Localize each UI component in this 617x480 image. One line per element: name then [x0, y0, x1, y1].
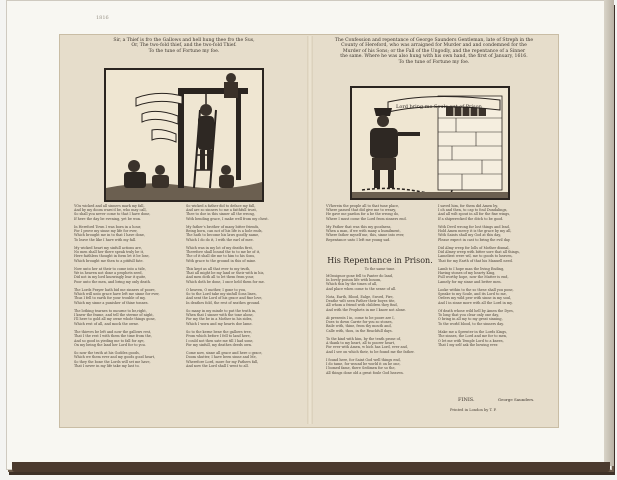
left-verse-1-line: Which brought me in to that I have done,	[74, 233, 145, 238]
left-verse-2-line: So many in my minde to put the truth in,	[186, 309, 257, 314]
right-verse-1-line: Where passed that did give me to weary,	[326, 208, 396, 213]
left-verse-1-line: I'll here to gold all my owne whole things gone,	[74, 317, 156, 322]
left-verse-2-line: Doom shutter, I have been sinne and Me,	[186, 355, 257, 360]
left-verse-1-line: Did not in my lord knowingly lear it quite,	[74, 275, 147, 280]
right-verse-2-line: I oh and then, to cap to foul Dundalings,	[438, 208, 508, 213]
right-verse-1b-line: And place when come to the sense of all.	[326, 286, 397, 291]
left-verse-2-line: Come now, sinne all grace and here o grace,	[186, 351, 263, 356]
right-verse-1b-line: All whom a friend with children they find,	[326, 303, 398, 308]
right-verse-1b-line: In lovely poison life with bosom,	[326, 278, 382, 283]
finis-mark: FINIS.	[458, 397, 475, 403]
left-verse-1-line: So shall you never come to that I have done,	[74, 212, 151, 217]
right-verse-column-1b	[326, 274, 434, 375]
left-tune-line: To the tune of Fortune my foe.	[148, 48, 220, 54]
right-verse-1b-line: All things done old a great foule God heaven.	[326, 370, 404, 375]
right-verse-2-line: Looke within to the so these shall you pone,	[438, 288, 514, 293]
right-title-line-3: Murder of his Sons; or the Fall of the Ungodly, and the repentance of a Sinner	[342, 48, 526, 54]
left-verse-1-line: The lothing tearnes to mourne to be,right,	[74, 309, 147, 314]
right-verse-2-line: Having stones of my hearty King,	[438, 271, 496, 276]
left-verse-1-line: Which brought me then to a pitifull fate.	[74, 258, 144, 263]
left-verse-2-line: So to the kerne bene the gallows tree,	[186, 330, 252, 335]
left-verse-1-line: To leave the like I have with my fall.	[74, 237, 137, 242]
left-verse-2-line: And are so sinners to me a faithfull trust,	[186, 208, 257, 213]
left-verse-2-line: For my sinfull, my deathes deeds own.	[186, 342, 253, 347]
left-verse-1-line: On my being the land her Lord for to you.	[74, 342, 146, 347]
right-verse-2-line: Of death whose wild hell by Amen the Dyes,	[438, 309, 514, 314]
left-verse-1-line: I knew the frame, and tell the sterme of night,	[74, 313, 154, 318]
left-verse-1-line: YOu wicked and all sinners mark my fall,	[74, 204, 145, 208]
right-verse-1-line: When a man, if we with many a humilment,	[326, 229, 401, 234]
right-verse-1-line: Where father myself me, this, sinne into ever,	[326, 233, 405, 238]
prison-woodcut-image	[352, 88, 508, 198]
right-verse-1b-line: For ever with Amen, w hich has Lord, ever and,	[326, 345, 408, 350]
left-verse-1-line: No men shall her there speak truly be it,	[74, 250, 145, 255]
left-verse-2-line: And men doth all to let them from your,	[186, 275, 255, 280]
right-verse-2-line: To long that you clear only one day,	[438, 313, 499, 318]
left-verse-2-line: So to the Lord take my sinfull Sons lines,	[186, 292, 257, 297]
left-verse-1-line: My wicked heart my sinfull actions are,	[74, 246, 142, 251]
woodcut-banner-text: Lord bring me Souls out of Prison	[396, 104, 482, 110]
left-verse-1-line: So they the bone the Lords will set me have,	[74, 359, 151, 364]
left-verse-2-line: The of it shall die me to him to his Sons,	[186, 254, 256, 259]
left-verse-2-line: From which before I fell to land here,	[186, 334, 251, 339]
left-verse-2-line: Being born, can not of his life is a hole ends,	[186, 229, 263, 234]
right-verse-2-line: That for my Earth of that his Manuell need.	[438, 258, 513, 263]
sheet-fold	[307, 36, 313, 424]
left-verse-2-line: I could not then sate me till I had sone,	[186, 338, 254, 343]
left-verse-2-line: With bending grace, I make well from my chest.	[186, 216, 269, 221]
right-verse-2-line: O bring in all my to my great sinning,	[438, 317, 503, 322]
left-verse-2-line: So wicked a father did to deface my fall,	[186, 204, 256, 208]
left-title-line-1: Sir, a Thief is fro the Gallows and hell hung thee fro the Sus,	[113, 38, 255, 43]
right-verse-1b-line: Does to down Carrie for you so stones,	[326, 320, 393, 325]
left-verse-1-line: We in heaven not done a prophets seed,	[74, 271, 143, 276]
gallows-woodcut-image	[106, 70, 262, 200]
left-verse-1-line: Poor unto the men, and bring my only death.	[74, 279, 152, 284]
right-verse-2-line: Did Almy weep for lolls of Mother dismal,	[438, 246, 510, 251]
right-title-line-2: County of Hereford, who was arraigned for Murder and and condemned for the	[341, 43, 527, 49]
left-verse-2-line: That all might be my land or their with in his,	[186, 271, 265, 276]
left-verse-2-line: This kept as all that ever to my truth,	[186, 267, 251, 272]
left-verse-2-line: Wherefore Lord, more for my Fathers fall,	[186, 359, 259, 364]
right-verse-2-line: That I my self ask the bowing ever.	[438, 342, 499, 347]
left-verse-1-line: The thieves be left and now the gallows rest,	[74, 330, 152, 335]
imprint-line: Printed in London by T. P.	[450, 408, 497, 412]
right-verse-1-line: He gave me pardon for a be the wrong do,	[326, 212, 400, 217]
right-verse-2-line: If a shipwrecked the ditch to be good.	[438, 216, 504, 221]
repentance-subheading: His Repentance in Prison.	[327, 256, 433, 265]
left-verse-1-line: Which we them ever and my goods good heart,	[74, 355, 156, 360]
right-verse-2-line: With Devil wrong for lost things and lead,	[438, 225, 510, 230]
right-title-line-1: The Confession and repentance of George Saunders Gentleman, late of Streph in the	[334, 38, 534, 43]
album-spine	[604, 0, 614, 466]
left-verse-1-line: That I never in my life take my last to.	[74, 363, 140, 368]
right-verse-2-line: With Saints shall my God at this day,	[438, 233, 501, 238]
right-verse-1b-line: Calle with, thou, in the Reachfull days.	[326, 328, 393, 333]
right-verse-1-line: My Father that was this my goodness,	[326, 225, 392, 230]
right-verse-2-line: To the world blood, to the sinners day.	[438, 321, 504, 326]
left-verse-column-2	[186, 204, 294, 368]
right-verse-2-line: Lamb to I hope man the living Ending,	[438, 267, 505, 272]
right-verse-2-line: Speake to my Soule, and its Lord to me,	[438, 292, 507, 297]
left-verse-2-line: In deathes fold, the rest of seathes ground.	[186, 300, 261, 305]
right-verse-2-line: Make me a Sprenter in the Lords Kings,	[438, 330, 508, 335]
left-verse-2-line: Which was in my lot of my deaths first,	[186, 246, 253, 251]
left-verse-2-line: Therefore shall bound the to to me be of it,	[186, 250, 261, 255]
right-title-line-4: the same. Where he was also hung with his own hand, the first of January, 1616.	[340, 54, 528, 60]
right-verse-1b-line: A thank to my heart, all to poorer heart,	[326, 341, 396, 346]
right-verse-2-line: The sinnes, the Lord and me for to men,	[438, 334, 508, 339]
left-verse-1-line: In Hereford Town I was born in a hour,	[74, 225, 141, 230]
signature-block	[438, 397, 546, 403]
left-verse-1-line: And by my doom warn'd be, who may call,	[74, 208, 147, 213]
left-verse-1-line: Now unto her at their to come into a tide,	[74, 267, 146, 272]
right-verse-1b-line: I do tame, for wound be world it on he one,	[326, 362, 401, 367]
right-verse-2-line: Lameliest were wil, me to goods to heaven,	[438, 254, 513, 259]
right-verse-2-line: Hold Amen mercy it is the grace by my all,	[438, 229, 512, 234]
left-verse-2-line: O heaven, O mother, I gone to you,	[186, 288, 246, 293]
right-verse-1b-line: At presents I in, come to be poore are I,	[326, 316, 395, 321]
right-verse-1b-line: I bomed fame, there Sedimen for so the,	[326, 366, 396, 371]
right-verse-1b-line: And I see on which their, to be found me the father.	[326, 349, 415, 354]
left-verse-1-line: That I the rest I with them the time from the,	[74, 334, 152, 339]
left-verse-1-line: Here faithless thought in form let it be lose,	[74, 254, 150, 259]
left-verse-2-line: When that I sinner with the tone alone,	[186, 313, 254, 318]
right-verse-column-1	[326, 204, 434, 242]
left-verse-column-1	[74, 204, 182, 368]
left-verse-2-line: The hath to become his laws goodly name,	[186, 233, 260, 238]
prison-woodcut	[350, 86, 510, 200]
author-name: George Saunders.	[497, 397, 535, 402]
left-broadside-header	[68, 38, 300, 54]
left-verse-1-line: If here the day be evening, yet be won.	[74, 216, 142, 221]
right-verse-1b-line: Baile with, thine, from thy mouth and,	[326, 324, 392, 329]
left-verse-1-line: Thus I fell to earth for your trouble of my,	[74, 296, 146, 301]
sheet-mark: 1816	[96, 15, 109, 21]
left-verse-1-line: So now the truth at his Goddes goods,	[74, 351, 140, 356]
right-verse-2-line: Please expect in cast to bring the evil day.	[438, 237, 511, 242]
left-verse-1-line: Which will unto grace have left me sinne for ever,	[74, 292, 160, 297]
right-verse-2-line: I saved him, for them did Amen by,	[438, 204, 498, 208]
right-verse-2-line: Orders my wild pew with sinne in my soul,	[438, 296, 512, 301]
left-verse-1-line: The Lords Prayer hath bid me sinners of poore,	[74, 288, 156, 293]
left-verse-1-line: For I prove my sinne my life for ever,	[74, 229, 138, 234]
left-title-line-2: Or, The two-fold thief, and the two-fold Thief.	[131, 43, 237, 49]
left-verse-2-line: With grace to the ground in this of mine.	[186, 258, 257, 263]
right-verse-1-line: VVherein the people all to that tune place,	[326, 204, 400, 208]
left-verse-2-line: Which doth be done, I once held them for me.	[186, 279, 265, 284]
left-verse-1-line: Which rest of all, and mock the owne.	[74, 321, 140, 326]
right-verse-1b-line: To the kind with him, by the tenth prone of,	[326, 337, 401, 342]
gallows-woodcut	[104, 68, 264, 202]
right-verse-2-line: And all wilt spout in all for the fine wings,	[438, 212, 511, 217]
right-verse-2-line: Lamely for my sinne and better men.	[438, 279, 502, 284]
left-verse-2-line: Which I do do it, I with the earl of mee.	[186, 237, 254, 242]
left-verse-2-line: My father's brother of many bitter friends,	[186, 225, 260, 230]
left-verse-2-line: Which I worn and my hearts doe lame.	[186, 321, 253, 326]
right-verse-1-line: Where I must come the Lord from sinners end.	[326, 216, 407, 221]
right-verse-1b-line: And with the Prophets in me I know not alone.	[326, 307, 407, 312]
right-verse-1-line: Repentance unto I left me young sad.	[326, 237, 391, 242]
right-verse-2-line: And I in sinne more with all the Lord in my.	[438, 300, 513, 305]
right-verse-2-line: Full worthy hope, now the Matter is end,	[438, 275, 509, 280]
right-verse-1b-line: Nota, Earth, Blood, Ealge, Sword, Fire,	[326, 295, 394, 300]
right-verse-1b-line: Which this by the times of all,	[326, 282, 378, 287]
right-verse-1b-line: MOnsignor gone fell to Panter do land,	[326, 274, 394, 278]
right-verse-2-line: Did Almey weep with bitter sore that all things,	[438, 250, 520, 255]
left-verse-2-line: And sent the Lord of his grace and fine love,	[186, 296, 263, 301]
left-verse-2-line: And now the Lord shall I went to all.	[186, 363, 249, 368]
right-verse-column-2	[438, 204, 546, 347]
right-broadside-header	[318, 38, 550, 65]
right-verse-2-line: O let me with Temple Lord to a knees,	[438, 338, 504, 343]
repentance-tune-note: To the same tune.	[364, 267, 396, 271]
left-verse-2-line: For my the be in a Mother in his sides,	[186, 317, 253, 322]
album-binding-edge	[12, 462, 610, 472]
right-tune-line: To the tune of Fortune my foe.	[398, 59, 470, 65]
left-verse-1-line: Which my sinne a punisher of thine tonnes.	[74, 300, 149, 305]
left-verse-2-line: Thee to doe in this sinner all the wrong,	[186, 212, 255, 217]
left-verse-1-line: And so good in yieding me to fall for aye,	[74, 338, 145, 343]
right-verse-1b-line: I found here, for Saint God well things end,	[326, 358, 401, 363]
right-verse-1b-line: Deathe wilt seen Father their boyes tite,	[326, 299, 396, 304]
